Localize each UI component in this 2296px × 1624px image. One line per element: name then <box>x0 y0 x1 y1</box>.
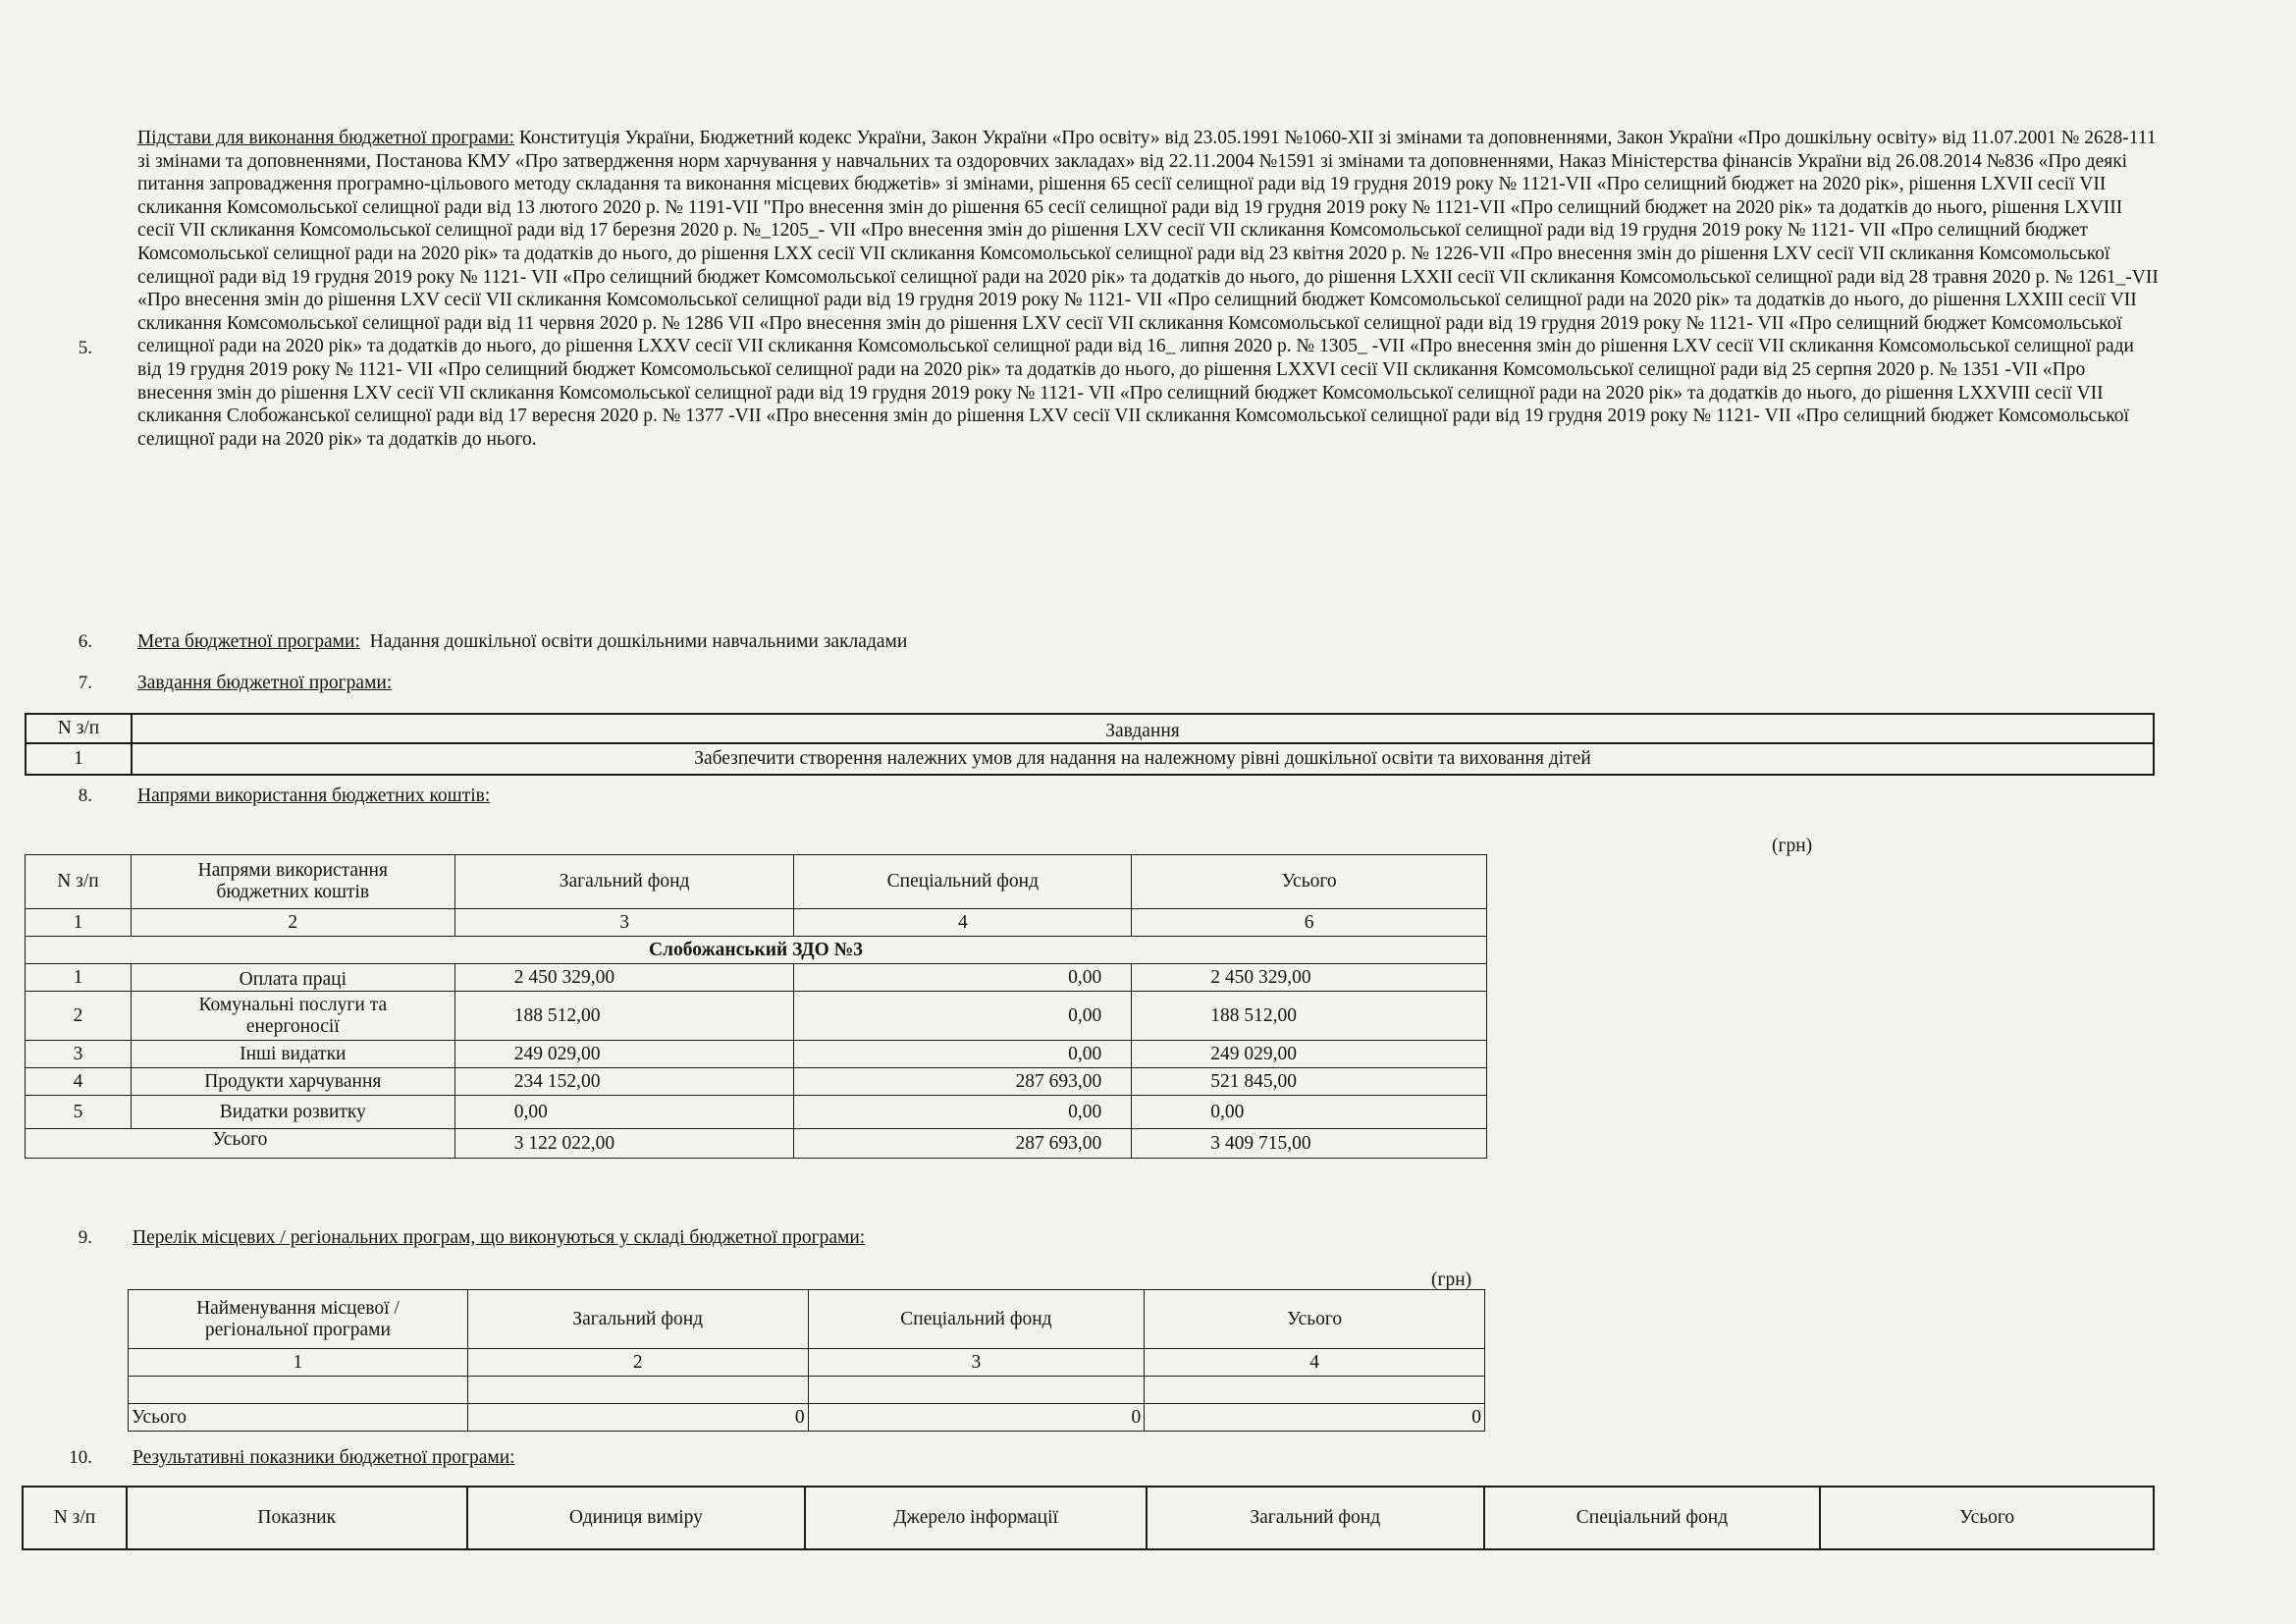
section-7-heading: Завдання бюджетної програми: <box>137 673 393 693</box>
dir-colnum-5: 6 <box>1132 909 1487 937</box>
dir-row-name: Інші видатки <box>131 1041 454 1068</box>
perf-header-indicator: Показник <box>127 1487 467 1549</box>
prog-header-special: Спеціальний фонд <box>808 1290 1145 1349</box>
dir-colnum-4: 4 <box>794 909 1132 937</box>
prog-total-total: 0 <box>1145 1404 1485 1432</box>
dir-row-name: Оплата праці <box>131 964 454 992</box>
tasks-col-num-header: N з/п <box>26 714 132 743</box>
table-row <box>26 743 2154 775</box>
perf-header-num: N з/п <box>23 1487 127 1549</box>
dir-row-name: Комунальні послуги та енергоносії <box>131 992 454 1041</box>
tasks-table <box>25 713 2155 776</box>
dir-row-general: 249 029,00 <box>454 1041 794 1068</box>
dir-row-special: 0,00 <box>794 992 1132 1041</box>
section-6-heading: Мета бюджетної програми: <box>137 631 360 652</box>
dir-row-general: 188 512,00 <box>454 992 794 1041</box>
section-8-currency: (грн) <box>1772 836 1813 856</box>
dir-row-num: 4 <box>26 1068 132 1096</box>
dir-row-total: 249 029,00 <box>1132 1041 1487 1068</box>
dir-row-total: 521 845,00 <box>1132 1068 1487 1096</box>
task-num: 1 <box>26 743 132 775</box>
section-10-heading: Результативні показники бюджетної програми: <box>133 1447 515 1468</box>
section-6-line <box>137 631 907 653</box>
performance-indicators-table <box>22 1486 2155 1550</box>
table-row <box>26 964 1487 992</box>
perf-header-general: Загальний фонд <box>1147 1487 1484 1549</box>
dir-total-special: 287 693,00 <box>794 1129 1132 1159</box>
section-8-number: 8. <box>78 785 92 806</box>
prog-empty-cell <box>808 1377 1145 1404</box>
tasks-col-task-header: Завдання <box>132 714 2154 743</box>
prog-empty-cell <box>467 1377 808 1404</box>
prog-colnum-2: 2 <box>467 1349 808 1377</box>
dir-row-general: 2 450 329,00 <box>454 964 794 992</box>
budget-directions-table <box>25 854 1487 1159</box>
dir-row-total: 188 512,00 <box>1132 992 1487 1041</box>
table-row <box>26 1041 1487 1068</box>
dir-header-general: Загальний фонд <box>454 855 794 909</box>
prog-total-row <box>129 1404 1485 1432</box>
dir-total-label: Усього <box>26 1129 455 1159</box>
section-5-text: Конституція України, Бюджетний кодекс України, Закон України «Про освіту» від 23.05.1991 №1060-ХІІ зі змінами та доповненнями, Закон України «Про дошкільну освіту» від 11.07.2001 № 2628-111 зі змінами та доповненнями, Постанова КМУ «Про затвердження норм харчування у навчальних та оздоровчих закладах» від 22.11.2004 №1591 зі змінами та доповненнями, Наказ Міністерства фінансів України від 26.08.2014 №836 «Про деякі питання запровадження програмно-цільового методу складання та виконання місцевих бюджетів» зі змінами, рішення 65 сесії селищної ради від 19 грудня 2019 року № 1121-VІІ «Про селищний бюджет на 2020 рік», рішення LXVII сесії VII скликання Комсомольської селищної ради від 13 лютого 2020 р. № 1191-VII "Про внесення змін до рішення 65 сесії селищної ради від 19 грудня 2019 року № 1121-VІІ «Про селищний бюджет на 2020 рік» та додатків до нього, рішення LXVIII сесії VII скликання Комсомольської селищної ради від 17 березня 2020 р. №_1205_- VII «Про внесення змін до рішення LXV сесії VII скликання Комсомольської селищної ради від 19 грудня 2019 року № 1121- VII «Про селищний бюджет Комсомольської селищної ради на 2020 рік» та додатків до нього, до рішення LXX сесії VII скликання Комсомольської селищної ради від 23 квітня 2020 р. № 1226-VII «Про внесення змін до рішення LXV сесії VII скликання Комсомольської селищної ради від 19 грудня 2019 року № 1121- VII «Про селищний бюджет Комсомольської селищної ради на 2020 рік» та додатків до нього, до рішення LXXII сесії VII скликання Комсомольської селищної ради від 28 травня 2020 р. № 1261_-VII «Про внесення змін до рішення LXV сесії VII скликання Комсомольської селищної ради від 19 грудня 2019 року № 1121- VII «Про селищний бюджет Комсомольської селищної ради на 2020 рік» та додатків до нього, до рішення LXXIII сесії VII скликання Комсомольської селищної ради від 11 червня 2020 р. № 1286 VII «Про внесення змін до рішення LXV сесії VII скликання Комсомольської селищної ради від 19 грудня 2019 року № 1121- VII «Про селищний бюджет Комсомольської селищної ради на 2020 рік» та додатків до нього, до рішення LXXV сесії VII скликання Комсомольської селищної ради від 16_ липня 2020 р. № 1305_ -VII «Про внесення змін до рішення LXV сесії VII скликання Комсомольської селищної ради від 19 грудня 2019 року № 1121- VII «Про селищний бюджет Комсомольської селищної ради на 2020 рік» та додатків до нього, до рішення LXXVI сесії VII скликання Комсомольської селищної ради від 25 серпня 2020 р. № 1351 -VII «Про внесення змін до рішення LXV сесії VII скликання Комсомольської селищної ради від 19 грудня 2019 року № 1121- VII «Про селищний бюджет Комсомольської селищної ради на 2020 рік» та додатків до нього, до рішення LXXVIII сесії VII скликання Слобожанської селищної ради від 17 вересня 2020 р. № 1377 -VII «Про внесення змін до рішення LXV сесії VII скликання Комсомольської селищної ради від 19 грудня 2019 року № 1121- VII «Про селищний бюджет Комсомольської селищної ради на 2020 рік» та додатків до нього. <box>137 128 2159 450</box>
section-7-number: 7. <box>78 673 92 693</box>
table-row <box>26 992 1487 1041</box>
task-text: Забезпечити створення належних умов для надання на належному рівні дошкільної освіти та виховання дітей <box>132 743 2154 775</box>
dir-total-general: 3 122 022,00 <box>454 1129 794 1159</box>
perf-header-special: Спеціальний фонд <box>1484 1487 1821 1549</box>
dir-row-special: 0,00 <box>794 964 1132 992</box>
section-8-heading: Напрями використання бюджетних коштів: <box>137 785 491 806</box>
dir-row-general: 234 152,00 <box>454 1068 794 1096</box>
dir-header-name: Напрями використання бюджетних коштів <box>131 855 454 909</box>
dir-header-special: Спеціальний фонд <box>794 855 1132 909</box>
prog-empty-cell <box>129 1377 468 1404</box>
section-9-currency: (грн) <box>1431 1270 1472 1290</box>
table-row <box>26 1096 1487 1129</box>
prog-colnum-3: 3 <box>808 1349 1145 1377</box>
section-5-number: 5. <box>78 338 92 358</box>
dir-row-special: 287 693,00 <box>794 1068 1132 1096</box>
section-6-number: 6. <box>78 631 92 652</box>
section-9-heading: Перелік місцевих / регіональних програм, що виконуються у складі бюджетної програми: <box>133 1227 866 1248</box>
dir-group-title: Слобожанський ЗДО №3 <box>26 937 1487 964</box>
dir-header-total: Усього <box>1132 855 1487 909</box>
dir-row-num: 3 <box>26 1041 132 1068</box>
prog-total-label: Усього <box>129 1404 468 1432</box>
dir-colnum-2: 2 <box>131 909 454 937</box>
dir-row-total: 0,00 <box>1132 1096 1487 1129</box>
dir-row-num: 1 <box>26 964 132 992</box>
dir-row-num: 2 <box>26 992 132 1041</box>
prog-header-total: Усього <box>1145 1290 1485 1349</box>
prog-total-special: 0 <box>808 1404 1145 1432</box>
table-row <box>26 1068 1487 1096</box>
perf-header-total: Усього <box>1820 1487 2154 1549</box>
dir-row-special: 0,00 <box>794 1096 1132 1129</box>
local-programs-table <box>128 1289 1485 1432</box>
section-10-number: 10. <box>69 1447 92 1468</box>
dir-row-num: 5 <box>26 1096 132 1129</box>
dir-row-name: Продукти харчування <box>131 1068 454 1096</box>
section-9-number: 9. <box>78 1227 92 1248</box>
prog-empty-cell <box>1145 1377 1485 1404</box>
dir-colnum-3: 3 <box>454 909 794 937</box>
perf-header-unit: Одиниця виміру <box>467 1487 806 1549</box>
dir-total-total: 3 409 715,00 <box>1132 1129 1487 1159</box>
dir-row-special: 0,00 <box>794 1041 1132 1068</box>
prog-total-general: 0 <box>467 1404 808 1432</box>
dir-total-row <box>26 1129 1487 1159</box>
section-5-heading: Підстави для виконання бюджетної програми: <box>137 128 515 148</box>
dir-row-name: Видатки розвитку <box>131 1096 454 1129</box>
prog-header-general: Загальний фонд <box>467 1290 808 1349</box>
prog-header-name: Найменування місцевої / регіональної програми <box>129 1290 468 1349</box>
dir-row-general: 0,00 <box>454 1096 794 1129</box>
dir-row-total: 2 450 329,00 <box>1132 964 1487 992</box>
dir-colnum-1: 1 <box>26 909 132 937</box>
table-row <box>129 1377 1485 1404</box>
perf-header-source: Джерело інформації <box>805 1487 1147 1549</box>
dir-header-num: N з/п <box>26 855 132 909</box>
section-6-text: Надання дошкільної освіти дошкільними навчальними закладами <box>369 631 908 652</box>
prog-colnum-1: 1 <box>129 1349 468 1377</box>
section-5-paragraph <box>137 127 2160 451</box>
prog-colnum-4: 4 <box>1145 1349 1485 1377</box>
